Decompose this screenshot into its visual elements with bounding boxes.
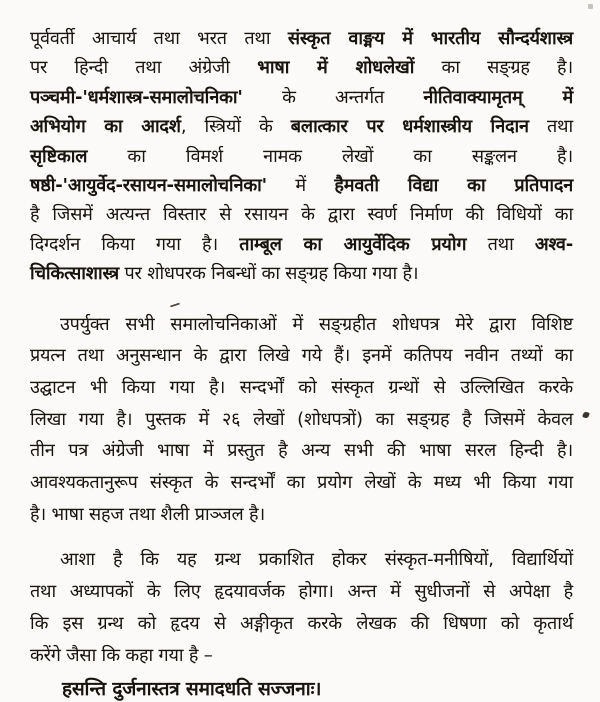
scan-speck-top-right: [588, 4, 593, 9]
text-segment: करेंगे जैसा कि कहा गया है –: [30, 645, 213, 667]
text-segment: उद्घाटन भी किया गया है। सन्दर्भों को संस्कृत ग्रन्थों से उल्लिखित करके: [30, 377, 573, 399]
bold-text-segment: संस्कृत वाङ्मय में भारतीय सौन्दर्यशास्त्र: [287, 28, 573, 49]
text-line: [30, 142, 573, 171]
text-line: [30, 372, 573, 404]
text-segment: पूर्ववर्ती आचार्य तथा भरत तथा: [30, 28, 288, 49]
text-line: [30, 200, 573, 229]
text-segment: का सङ्ग्रह है।: [414, 57, 573, 79]
text-line: [30, 230, 573, 259]
text-segment: तथा अध्यापकों के लिए हृदयावर्जक होगा। अन्त में सुधीजनों से अपेक्षा है: [30, 580, 573, 602]
text-line: [30, 171, 573, 200]
paragraph-1: [30, 24, 573, 289]
bold-text-segment: हैमवती विद्या का प्रतिपादन: [334, 175, 574, 197]
text-segment: है। भाषा सहज तथा शैली प्राञ्जल है।: [30, 503, 265, 525]
bold-text-segment: चिकित्साशास्त्र: [30, 263, 119, 285]
text-line: [30, 340, 573, 372]
text-line: [30, 83, 573, 112]
bold-text-segment: अभियोग का आदर्श: [30, 116, 181, 138]
text-segment: तीन पत्र अंग्रेजी भाषा में प्रस्तुत है अन्य सभी की भाषा सरल हिन्दी है।: [30, 440, 573, 462]
paragraph-2: [30, 309, 573, 531]
text-line: [30, 576, 573, 608]
text-line: [30, 608, 573, 640]
text-segment: पर हिन्दी तथा अंग्रेजी: [30, 57, 258, 79]
text-line: [30, 404, 573, 436]
text-line: [30, 640, 573, 672]
text-segment: के अन्तर्गत: [242, 86, 424, 108]
text-segment: दिग्दर्शन किया गया है।: [30, 233, 240, 255]
text-segment: में: [266, 175, 335, 197]
text-segment: तथा: [466, 233, 535, 255]
text-segment: उपर्युक्त सभी समालोचनिकाओं में सङ्ग्रहीत शोधपत्र मेरे द्वारा विशिष्ट: [60, 313, 573, 335]
text-line: [30, 467, 573, 499]
text-segment: आशा है कि यह ग्रन्थ प्रकाशित होकर संस्कृत-मनीषियों, विद्यार्थियों: [60, 548, 573, 570]
text-line: [30, 112, 573, 141]
text-line: [30, 24, 573, 53]
closing-verse: हसन्ति दुर्जनास्तत्र समादधति सज्जनाः।: [62, 678, 322, 701]
text-line: [30, 435, 573, 467]
text-segment: प्रयत्न तथा अनुसन्धान के द्वारा लिखे गये हैं। इनमें कतिपय नवीन तथ्यों का: [30, 345, 573, 367]
bold-text-segment: बलात्कार पर धर्मशास्त्रीय निदान: [290, 116, 529, 138]
text-segment: है जिसमें अत्यन्त विस्तार से रसायन के द्वारा स्वर्ण निर्माण की विधियों का: [30, 204, 573, 226]
bold-text-segment: ताम्बूल का आयुर्वेदिक प्रयोग: [239, 233, 467, 255]
bold-text-segment: अश्व-: [534, 233, 573, 255]
text-line: [30, 544, 573, 576]
text-segment: का विमर्श नामक लेखों का सङ्कलन है।: [87, 145, 573, 167]
text-line: [30, 309, 573, 341]
bold-text-segment: नीतिवाक्यामृतम् में: [423, 86, 574, 108]
paragraph-3: [30, 544, 573, 673]
text-segment: लिखा गया है। पुस्तक में २६ लेखों (शोधपत्रों) का सङ्ग्रह है जिसमें केवल: [30, 408, 573, 430]
ink-dot-right-margin: [582, 411, 590, 419]
text-line: [30, 53, 573, 82]
text-segment: , स्त्रियों के: [180, 116, 291, 138]
text-segment: पर शोधपरक निबन्धों का सङ्ग्रह किया गया है।: [119, 263, 419, 285]
text-line: [30, 499, 573, 531]
bold-text-segment: षष्ठी-'आयुर्वेद-रसायन-समालोचनिका': [30, 175, 267, 197]
text-segment: तथा: [528, 116, 574, 138]
text-line: [30, 259, 573, 288]
text-segment: कि इस ग्रन्थ को हृदय से अङ्गीकृत करके लेखक की धिषणा को कृतार्थ: [30, 612, 573, 634]
text-segment: आवश्यकतानुरूप संस्कृत के सन्दर्भों का प्रयोग लेखों के मध्य भी किया गया: [30, 472, 573, 494]
bold-text-segment: भाषा में शोधलेखों: [257, 57, 415, 79]
bold-text-segment: पञ्चमी-'धर्मशास्त्र-समालोचनिका': [30, 86, 243, 108]
text-block: [30, 24, 573, 702]
bold-text-segment: सृष्टिकाल: [30, 145, 88, 167]
